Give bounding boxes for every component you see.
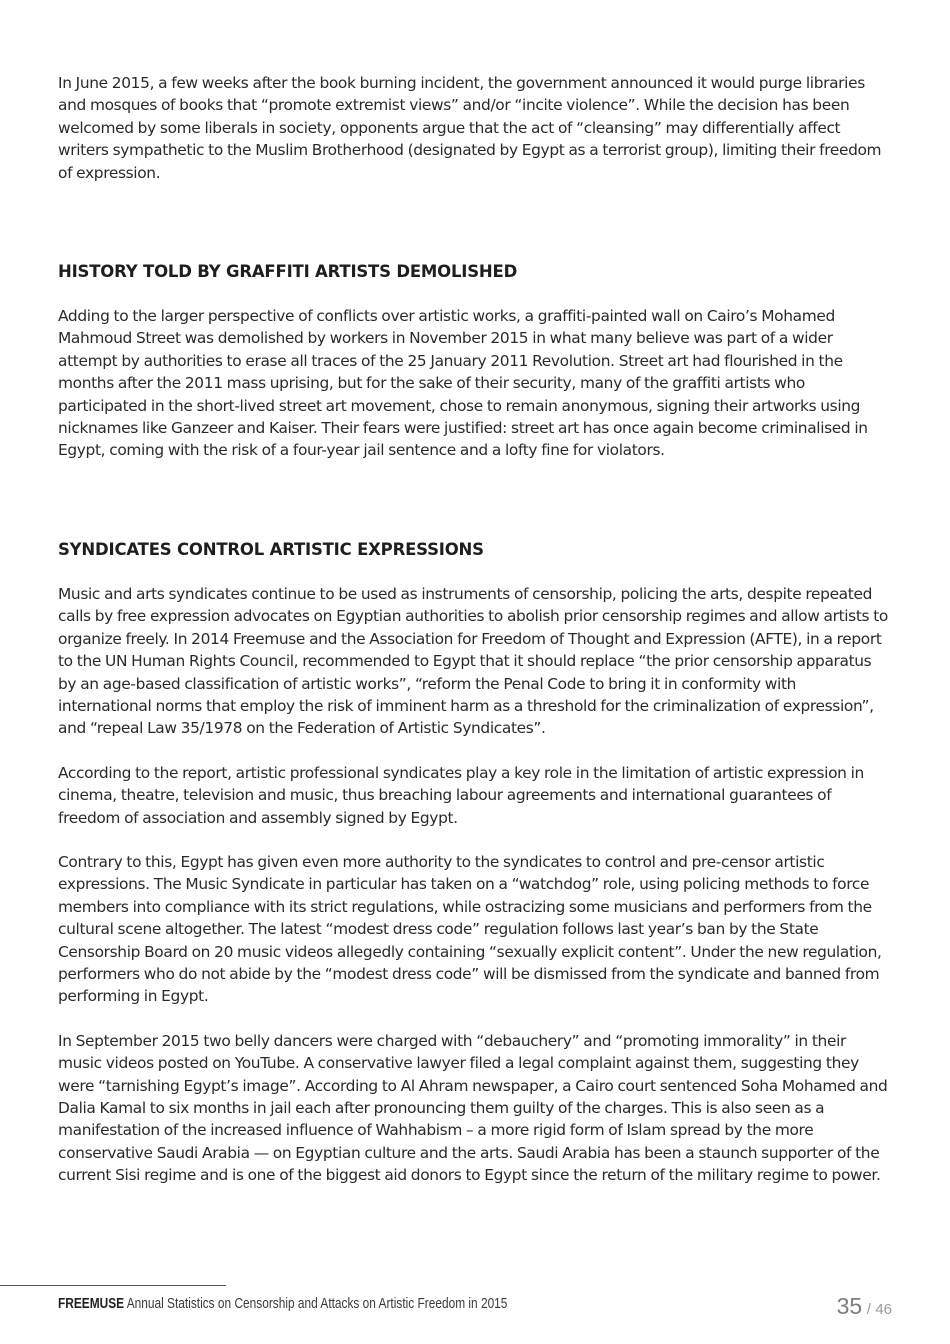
syndicates-paragraph-4: In September 2015 two belly dancers were charged with “debauchery” and “promoting immorality” in their music videos posted on YouTube. A conservative lawyer filed a legal complaint against them, suggesting they were “tarnishing Egypt’s image”. According to Al Ahram newspaper, a Cairo court sentenced Soha Mohamed and Dalia Kamal to six months in jail each after pronouncing them guilty of the charges. This is also seen as a manifestation of the increased influence of Wahhabism – a more rigid form of Islam spread by the more conservative Saudi Arabia — on Egyptian culture and the arts. Saudi Arabia has been a staunch supporter of the current Sisi regime and is one of the biggest aid donors to Egypt since the return of the military regime to power. <box>58 1031 888 1185</box>
page-separator: / <box>866 1301 871 1318</box>
section-graffiti <box>58 261 888 462</box>
syndicates-paragraph-2: According to the report, artistic professional syndicates play a key role in the limitation of artistic expression in cinema, theatre, television and music, thus breaching labour agreements and international guarantees of freedom of association and assembly signed by Egypt. <box>58 763 864 827</box>
section-heading-graffiti: HISTORY TOLD BY GRAFFITI ARTISTS DEMOLISHED <box>58 262 518 282</box>
footer-brand: FREEMUSE <box>58 1296 125 1312</box>
footer-title: Annual Statistics on Censorship and Attacks on Artistic Freedom in 2015 <box>126 1296 508 1312</box>
page-current: 35 <box>836 1293 863 1319</box>
intro-paragraph: In June 2015, a few weeks after the book burning incident, the government announced it would purge libraries and mosques of books that “promote extremist views” and/or “incite violence”. While the decision has been welcomed by some liberals in society, opponents argue that the act of “cleansing” may differentially affect writers sympathetic to the Muslim Brotherhood (designated by Egypt as a terrorist group), limiting their freedom of expression. <box>58 74 882 182</box>
document-body <box>58 72 888 1209</box>
section-spacer <box>58 484 888 539</box>
section-heading-syndicates: SYNDICATES CONTROL ARTISTIC EXPRESSIONS <box>58 539 484 559</box>
graffiti-paragraph: Adding to the larger perspective of conflicts over artistic works, a graffiti-painted wall on Cairo’s Mohamed Mahmoud Street was demolished by workers in November 2015 in what many believe was part of a wider attempt by authorities to erase all traces of the 25 January 2011 Revolution. Street art had flourished in the months after the 2011 mass uprising, but for the sake of their security, many of the graffiti artists who participated in the short-lived street art movement, chose to remain anonymous, signing their artworks using nicknames like Ganzeer and Kaiser. Their fears were justified: street art has once again become criminalised in Egypt, coming with the risk of a four-year jail sentence and a lofty fine for violators. <box>58 307 868 460</box>
section-spacer <box>58 206 888 261</box>
page-number <box>837 1293 892 1320</box>
footer-divider <box>0 1285 226 1286</box>
syndicates-paragraph-1: Music and arts syndicates continue to be used as instruments of censorship, policing the arts, despite repeated calls by free expression advocates on Egyptian authorities to abolish prior censorship regimes and allow artists to organize freely. In 2014 Freemuse and the Association for Freedom of Thought and Expression (AFTE), in a report to the UN Human Rights Council, recommended to Egypt that it should replace “the prior censorship apparatus by an age-based classification of artistic works”, “reform the Penal Code to bring it in conformity with international norms that employ the risk of imminent harm as a threshold for the criminalization of expression”, and “repeal Law 35/1978 on the Federation of Artistic Syndicates”. <box>58 584 888 738</box>
page-total: 46 <box>875 1301 892 1318</box>
section-syndicates <box>58 539 888 1187</box>
syndicates-paragraph-3: Contrary to this, Egypt has given even more authority to the syndicates to control and pre-censor artistic expressions. The Music Syndicate in particular has taken on a “watchdog” role, using policing methods to force members into compliance with its strict regulations, while ostracizing some musicians and performers from the cultural scene altogether. The latest “modest dress code” regulation follows last year’s ban by the State Censorship Board on 20 music videos allegedly containing “sexually explicit content”. Under the new regulation, performers who do not abide by the “modest dress code” will be dismissed from the syndicate and banned from performing in Egypt. <box>58 852 882 1006</box>
footer-running-title <box>58 1296 507 1312</box>
